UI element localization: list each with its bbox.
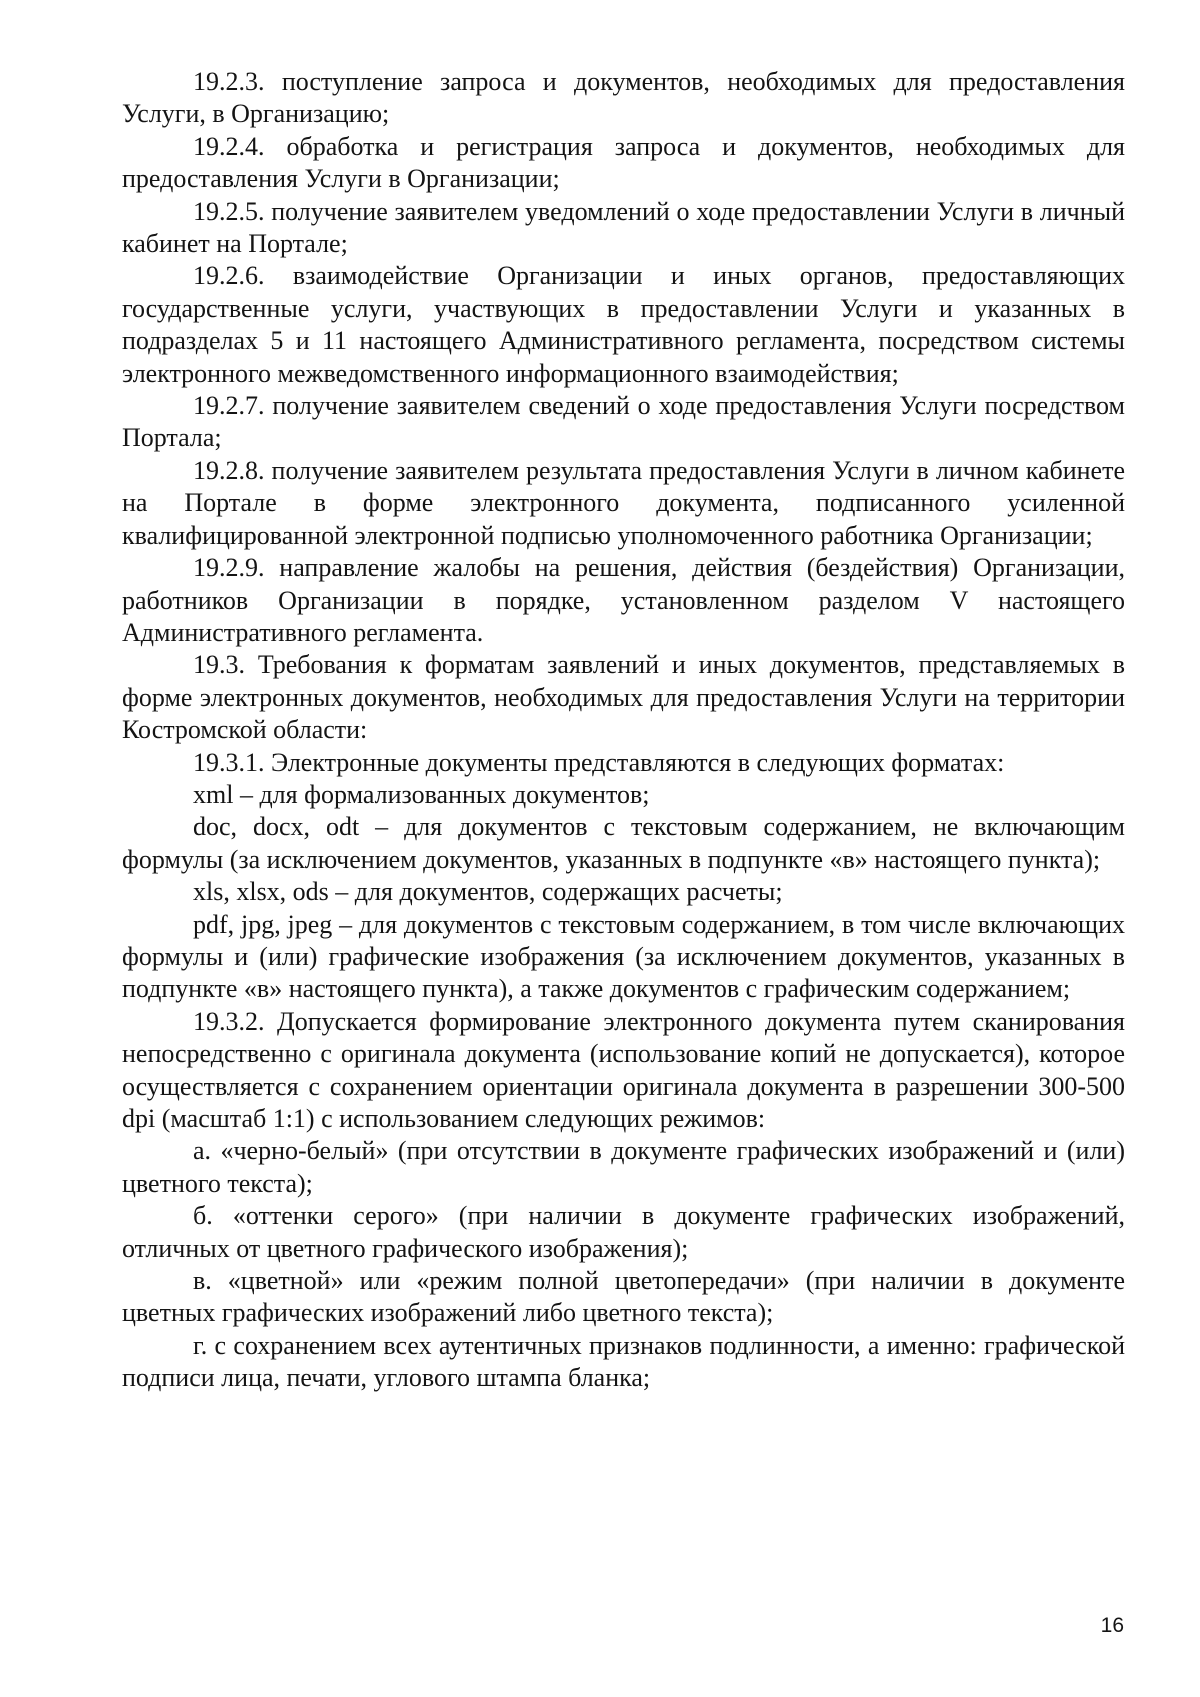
paragraph-19-2-6: 19.2.6. взаимодействие Организации и иных органов, предоставляющих государственные услуги, участвующих в предоставлении Услуги и указанных в подразделах 5 и 11 настоящего Административного регламента, посредством системы электронного межведомственного информационного взаимодействия; <box>122 261 1125 388</box>
paragraph-19-3-2: 19.3.2. Допускается формирование электронного документа путем сканирования непосредственно с оригинала документа (использование копий не допускается), которое осуществляется с сохранением ориентации оригинала документа в разрешении 300-500 dpi (масштаб 1:1) с использованием следующих режимов: <box>122 1006 1125 1133</box>
paragraph-19-3: 19.3. Требования к форматам заявлений и иных документов, представляемых в форме электронных документов, необходимых для предоставления Услуги на территории Костромской области: <box>122 650 1125 745</box>
scan-mode-g: г. с сохранением всех аутентичных признаков подлинности, а именно: графической подписи лица, печати, углового штампа бланка; <box>122 1330 1125 1393</box>
format-item-doc: doc, docx, odt – для документов с текстовым содержанием, не включающим формулы (за исключением документов, указанных в подпункте «в» настоящего пункта); <box>122 812 1125 874</box>
format-item-xls: xls, xlsx, ods – для документов, содержащих расчеты; <box>193 877 783 907</box>
scan-mode-a: а. «черно-белый» (при отсутствии в документе графических изображений и (или) цветного текста); <box>122 1136 1125 1198</box>
paragraph-19-3-1: 19.3.1. Электронные документы представляются в следующих форматах: <box>193 747 1005 777</box>
scan-mode-v: в. «цветной» или «режим полной цветопередачи» (при наличии в документе цветных графических изображений либо цветного текста); <box>122 1266 1125 1328</box>
page-number: 16 <box>1100 1614 1124 1637</box>
paragraph-19-2-4: 19.2.4. обработка и регистрация запроса и документов, необходимых для предоставления Услуги в Организации; <box>122 131 1125 194</box>
paragraph-19-2-9: 19.2.9. направление жалобы на решения, действия (бездействия) Организации, работников Организации в порядке, установленном разделом V настоящего Административного регламента. <box>122 553 1125 647</box>
scan-mode-b: б. «оттенки серого» (при наличии в документе графических изображений, отличных от цветного графического изображения); <box>122 1201 1125 1263</box>
format-item-xml: xml – для формализованных документов; <box>193 779 650 809</box>
format-item-pdf: pdf, jpg, jpeg – для документов с текстовым содержанием, в том числе включающих формулы и (или) графические изображения (за исключением документов, указанных в подпункте «в» настоящего пункта), а также документов с графическим содержанием; <box>122 909 1125 1004</box>
paragraph-19-2-7: 19.2.7. получение заявителем сведений о ходе предоставления Услуги посредством Портала; <box>122 391 1125 453</box>
paragraph-19-2-8: 19.2.8. получение заявителем результата предоставления Услуги в личном кабинете на Портале в форме электронного документа, подписанного усиленной квалифицированной электронной подписью уполномоченного работника Организации; <box>122 455 1125 550</box>
paragraph-19-2-5: 19.2.5. получение заявителем уведомлений о ходе предоставлении Услуги в личный кабинет на Портале; <box>122 196 1125 259</box>
document-body <box>122 66 1125 1395</box>
paragraph-19-2-3: 19.2.3. поступление запроса и документов, необходимых для предоставления Услуги, в Организацию; <box>122 67 1125 129</box>
